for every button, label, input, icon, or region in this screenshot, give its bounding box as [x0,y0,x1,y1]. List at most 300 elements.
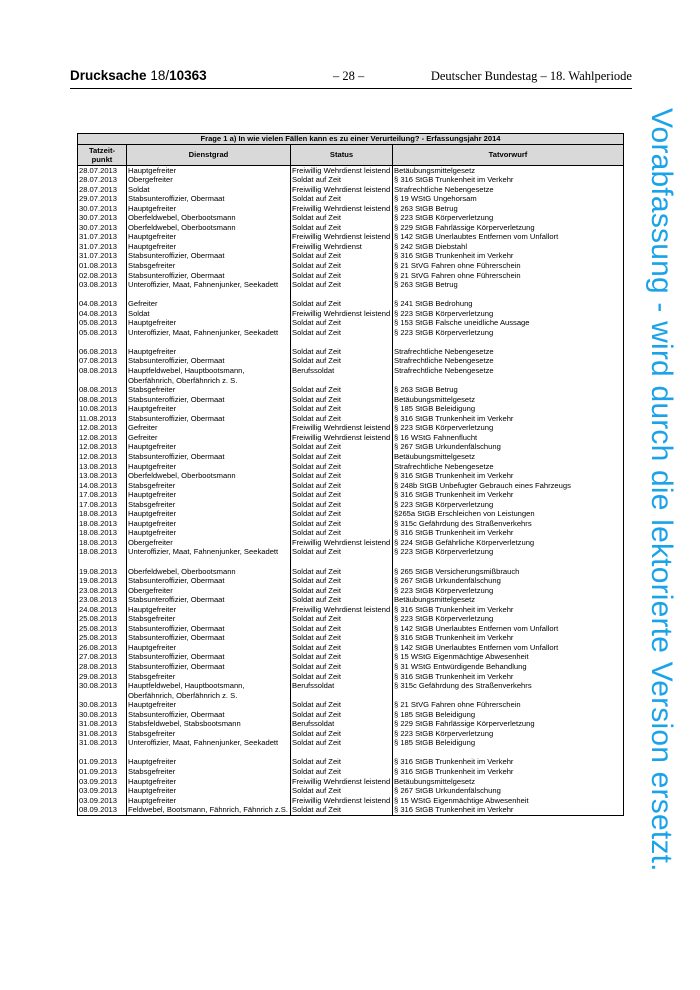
cell-date: 31.08.2013 [78,719,127,729]
cell-date: 25.08.2013 [78,614,127,624]
cell-offense: § 223 StGB Körperverletzung [393,729,624,739]
cell-rank: Gefreiter [127,299,291,309]
cell-rank: Stabsgefreiter [127,767,291,777]
cell-date: 05.08.2013 [78,328,127,338]
table-row [78,481,624,491]
cell-rank: Hauptgefreiter [127,347,291,357]
cell-rank [127,337,291,347]
cell-status: Soldat auf Zeit [291,767,393,777]
cell-offense: § 223 StGB Körperverletzung [393,547,624,557]
cell-rank: Stabsgefreiter [127,614,291,624]
table-row [78,309,624,319]
cell-date [78,748,127,758]
cell-offense: § 15 WStG Eigenmächtige Abwesenheit [393,652,624,662]
cell-date: 12.08.2013 [78,423,127,433]
cell-status: Freiwillig Wehrdienst leistend [291,538,393,548]
cell-status: Soldat auf Zeit [291,738,393,748]
cell-date: 30.07.2013 [78,223,127,233]
cell-date: 30.08.2013 [78,700,127,710]
cell-status [291,290,393,300]
table-row [78,777,624,787]
cell-rank: Hauptgefreiter [127,490,291,500]
cell-offense: § 315c Gefährdung des Straßenverkehrs [393,681,624,700]
cell-offense: § 223 StGB Körperverletzung [393,614,624,624]
cell-date: 30.08.2013 [78,681,127,700]
table-row [78,347,624,357]
cell-offense: Strafrechtliche Nebengesetze [393,185,624,195]
table-row [78,280,624,290]
cell-date [78,337,127,347]
cell-rank: Hauptfeldwebel, Hauptbootsmann, Oberfähnrich, Oberfähnrich z. S. [127,366,291,385]
cell-date: 30.07.2013 [78,213,127,223]
cell-status: Soldat auf Zeit [291,442,393,452]
cell-offense: § 223 StGB Körperverletzung [393,500,624,510]
table-row [78,509,624,519]
cell-rank: Hauptgefreiter [127,462,291,472]
cell-offense: § 185 StGB Beleidigung [393,738,624,748]
cell-offense: § 223 StGB Körperverletzung [393,213,624,223]
cell-status: Soldat auf Zeit [291,356,393,366]
table-row [78,643,624,653]
cell-status: Soldat auf Zeit [291,481,393,491]
cell-rank: Hauptgefreiter [127,442,291,452]
table-row [78,242,624,252]
cell-date: 12.08.2013 [78,452,127,462]
table-row [78,299,624,309]
table-row [78,175,624,185]
cell-rank: Stabsunteroffizier, Obermaat [127,356,291,366]
cell-status: Soldat auf Zeit [291,462,393,472]
table-row [78,748,624,758]
cell-status: Soldat auf Zeit [291,643,393,653]
cell-status: Soldat auf Zeit [291,614,393,624]
cell-offense: § 316 StGB Trunkenheit im Verkehr [393,175,624,185]
cell-date: 18.08.2013 [78,519,127,529]
cell-offense: § 316 StGB Trunkenheit im Verkehr [393,471,624,481]
cell-rank: Stabsgefreiter [127,385,291,395]
cell-date: 02.08.2013 [78,271,127,281]
cell-offense: § 316 StGB Trunkenheit im Verkehr [393,490,624,500]
cell-rank: Hauptgefreiter [127,643,291,653]
cell-status: Soldat auf Zeit [291,404,393,414]
cell-offense: § 223 StGB Körperverletzung [393,423,624,433]
cell-offense [393,337,624,347]
table-row [78,366,624,385]
table-row [78,767,624,777]
cell-offense: § 229 StGB Fahrlässige Körperverletzung [393,223,624,233]
cell-date: 01.09.2013 [78,767,127,777]
table-row [78,337,624,347]
cell-rank: Stabsunteroffizier, Obermaat [127,414,291,424]
cell-status: Soldat auf Zeit [291,271,393,281]
cell-offense: Betäubungsmittelgesetz [393,395,624,405]
cell-status: Soldat auf Zeit [291,567,393,577]
cell-date: 08.08.2013 [78,366,127,385]
cell-status: Soldat auf Zeit [291,500,393,510]
table-row [78,710,624,720]
cell-rank: Hauptgefreiter [127,232,291,242]
cell-rank: Hauptgefreiter [127,786,291,796]
cell-date: 18.08.2013 [78,528,127,538]
column-header-rank: Dienstgrad [127,144,291,165]
column-header-offense: Tatvorwurf [393,144,624,165]
cell-offense: Strafrechtliche Nebengesetze [393,366,624,385]
table-row [78,204,624,214]
cell-date: 31.07.2013 [78,251,127,261]
cell-date: 30.07.2013 [78,204,127,214]
cell-status: Soldat auf Zeit [291,395,393,405]
cell-rank: Unteroffizier, Maat, Fahnenjunker, Seekadett [127,547,291,557]
cell-offense: § 267 StGB Urkundenfälschung [393,576,624,586]
cell-status: Soldat auf Zeit [291,318,393,328]
table-row [78,605,624,615]
cell-date [78,290,127,300]
table-row [78,500,624,510]
cell-status [291,337,393,347]
cell-offense: § 21 StVG Fahren ohne Führerschein [393,271,624,281]
cell-rank: Hauptgefreiter [127,519,291,529]
cell-offense: § 315c Gefährdung des Straßenverkehrs [393,519,624,529]
cell-rank [127,748,291,758]
table-row [78,672,624,682]
table-row [78,614,624,624]
cell-status: Freiwillig Wehrdienst leistend [291,433,393,443]
cell-status: Soldat auf Zeit [291,280,393,290]
cell-date: 26.08.2013 [78,643,127,653]
cell-status: Freiwillig Wehrdienst leistend [291,232,393,242]
cell-date: 31.08.2013 [78,738,127,748]
offense-table [77,133,624,816]
cell-status: Soldat auf Zeit [291,624,393,634]
cell-date: 04.08.2013 [78,299,127,309]
cell-date: 30.08.2013 [78,710,127,720]
table-row [78,538,624,548]
column-header-status: Status [291,144,393,165]
table-row [78,805,624,815]
cell-rank: Stabsunteroffizier, Obermaat [127,624,291,634]
cell-date: 17.08.2013 [78,500,127,510]
cell-date: 01.08.2013 [78,261,127,271]
cell-offense: § 142 StGB Unerlaubtes Entfernen vom Unfallort [393,232,624,242]
cell-rank: Hauptgefreiter [127,204,291,214]
cell-offense: § 15 WStG Eigenmächtige Abwesenheit [393,796,624,806]
cell-date: 01.09.2013 [78,757,127,767]
cell-rank: Stabsgefreiter [127,729,291,739]
table-row [78,414,624,424]
cell-offense: § 31 WStG Entwürdigende Behandlung [393,662,624,672]
table-row [78,423,624,433]
cell-offense: § 224 StGB Gefährliche Körperverletzung [393,538,624,548]
cell-status: Freiwillig Wehrdienst leistend [291,185,393,195]
cell-status: Soldat auf Zeit [291,385,393,395]
cell-offense: § 142 StGB Unerlaubtes Entfernen vom Unfallort [393,624,624,634]
cell-status: Soldat auf Zeit [291,786,393,796]
table-row [78,633,624,643]
cell-rank: Oberfeldwebel, Oberbootsmann [127,223,291,233]
cell-status: Soldat auf Zeit [291,519,393,529]
cell-rank [127,557,291,567]
doc-prefix: 18/ [150,68,170,83]
table-row [78,796,624,806]
table-row [78,719,624,729]
cell-offense: Strafrechtliche Nebengesetze [393,347,624,357]
table-row [78,662,624,672]
cell-offense: § 248b StGB Unbefugter Gebrauch eines Fahrzeugs [393,481,624,491]
cell-status: Soldat auf Zeit [291,223,393,233]
cell-rank: Hauptgefreiter [127,165,291,175]
cell-date: 23.08.2013 [78,586,127,596]
table-row [78,624,624,634]
cell-rank: Hauptgefreiter [127,605,291,615]
cell-offense [393,290,624,300]
table-row [78,471,624,481]
cell-rank: Hauptgefreiter [127,242,291,252]
cell-offense: § 242 StGB Diebstahl [393,242,624,252]
table-row [78,223,624,233]
doc-label: Drucksache [70,68,147,83]
cell-rank: Feldwebel, Bootsmann, Fähnrich, Fähnrich z.S. [127,805,291,815]
cell-status: Berufssoldat [291,719,393,729]
cell-rank: Stabsgefreiter [127,500,291,510]
cell-rank: Hauptgefreiter [127,796,291,806]
cell-date: 12.08.2013 [78,433,127,443]
cell-date: 04.08.2013 [78,309,127,319]
cell-offense: Betäubungsmittelgesetz [393,595,624,605]
cell-rank: Obergefreiter [127,538,291,548]
cell-date: 08.09.2013 [78,805,127,815]
cell-rank: Stabsfeldwebel, Stabsbootsmann [127,719,291,729]
cell-status: Soldat auf Zeit [291,471,393,481]
cell-offense: § 263 StGB Betrug [393,204,624,214]
cell-offense [393,748,624,758]
cell-offense: § 19 WStG Ungehorsam [393,194,624,204]
cell-rank: Hauptgefreiter [127,700,291,710]
table-row [78,567,624,577]
table-row [78,557,624,567]
table-row [78,194,624,204]
cell-status: Freiwillig Wehrdienst leistend [291,605,393,615]
cell-status: Soldat auf Zeit [291,213,393,223]
cell-date: 13.08.2013 [78,471,127,481]
table-row [78,433,624,443]
table-row [78,462,624,472]
cell-rank: Oberfeldwebel, Oberbootsmann [127,567,291,577]
cell-offense: § 316 StGB Trunkenheit im Verkehr [393,757,624,767]
cell-offense: § 223 StGB Körperverletzung [393,309,624,319]
cell-offense: § 316 StGB Trunkenheit im Verkehr [393,528,624,538]
cell-offense: §265a StGB Erschleichen von Leistungen [393,509,624,519]
cell-rank: Hauptgefreiter [127,757,291,767]
cell-status: Soldat auf Zeit [291,700,393,710]
cell-status: Soldat auf Zeit [291,261,393,271]
table-row [78,213,624,223]
cell-date: 29.08.2013 [78,672,127,682]
cell-status: Soldat auf Zeit [291,509,393,519]
cell-status: Soldat auf Zeit [291,347,393,357]
cell-date: 07.08.2013 [78,356,127,366]
cell-status [291,748,393,758]
cell-date: 03.08.2013 [78,280,127,290]
cell-date: 27.08.2013 [78,652,127,662]
cell-rank: Stabsgefreiter [127,261,291,271]
cell-rank: Obergefreiter [127,175,291,185]
cell-status: Soldat auf Zeit [291,328,393,338]
cell-rank: Stabsunteroffizier, Obermaat [127,662,291,672]
table-row [78,700,624,710]
cell-status: Soldat auf Zeit [291,299,393,309]
cell-offense: Betäubungsmittelgesetz [393,165,624,175]
cell-status: Soldat auf Zeit [291,251,393,261]
cell-offense: § 185 StGB Beleidigung [393,404,624,414]
table-row [78,395,624,405]
table-row [78,528,624,538]
cell-offense: § 316 StGB Trunkenheit im Verkehr [393,605,624,615]
cell-rank: Oberfeldwebel, Oberbootsmann [127,213,291,223]
cell-rank: Stabsunteroffizier, Obermaat [127,271,291,281]
cell-offense: Betäubungsmittelgesetz [393,452,624,462]
cell-offense: § 185 StGB Beleidigung [393,710,624,720]
cell-status: Soldat auf Zeit [291,490,393,500]
cell-date: 28.07.2013 [78,185,127,195]
table-row [78,595,624,605]
cell-date: 03.09.2013 [78,786,127,796]
cell-date: 14.08.2013 [78,481,127,491]
table-row [78,452,624,462]
cell-date: 31.07.2013 [78,232,127,242]
cell-offense: § 267 StGB Urkundenfälschung [393,786,624,796]
cell-status: Soldat auf Zeit [291,662,393,672]
table-row [78,356,624,366]
cell-status: Freiwillig Wehrdienst leistend [291,165,393,175]
cell-status: Soldat auf Zeit [291,414,393,424]
cell-rank: Hauptgefreiter [127,509,291,519]
cell-status: Berufssoldat [291,681,393,700]
cell-status: Soldat auf Zeit [291,595,393,605]
table-row [78,729,624,739]
table-row [78,786,624,796]
draft-watermark: Vorabfassung - wird durch die lektorierte Version ersetzt. [645,108,678,872]
cell-offense: § 153 StGB Falsche uneidliche Aussage [393,318,624,328]
cell-rank: Obergefreiter [127,586,291,596]
cell-rank: Gefreiter [127,433,291,443]
cell-date: 10.08.2013 [78,404,127,414]
cell-offense: § 223 StGB Körperverletzung [393,586,624,596]
cell-date: 24.08.2013 [78,605,127,615]
table-row [78,165,624,175]
table-row [78,232,624,242]
cell-date: 25.08.2013 [78,633,127,643]
cell-offense: § 265 StGB Versicherungsmißbrauch [393,567,624,577]
cell-offense: § 16 WStG Fahnenflucht [393,433,624,443]
cell-date: 28.07.2013 [78,175,127,185]
cell-offense: § 267 StGB Urkundenfälschung [393,442,624,452]
cell-date: 17.08.2013 [78,490,127,500]
cell-date: 03.09.2013 [78,796,127,806]
cell-status: Soldat auf Zeit [291,757,393,767]
cell-status [291,557,393,567]
cell-date: 06.08.2013 [78,347,127,357]
page-number: – 28 – [333,69,365,83]
cell-offense: § 316 StGB Trunkenheit im Verkehr [393,767,624,777]
cell-rank: Stabsunteroffizier, Obermaat [127,452,291,462]
cell-rank: Gefreiter [127,423,291,433]
cell-date: 18.08.2013 [78,509,127,519]
cell-rank: Unteroffizier, Maat, Fahnenjunker, Seekadett [127,738,291,748]
table-row [78,681,624,700]
cell-status: Soldat auf Zeit [291,194,393,204]
cell-status: Soldat auf Zeit [291,528,393,538]
cell-rank: Soldat [127,185,291,195]
cell-rank: Hauptgefreiter [127,528,291,538]
table-row [78,271,624,281]
table-row [78,576,624,586]
cell-offense: Strafrechtliche Nebengesetze [393,356,624,366]
cell-offense: § 316 StGB Trunkenheit im Verkehr [393,805,624,815]
cell-offense: § 223 StGB Körperverletzung [393,328,624,338]
cell-rank: Unteroffizier, Maat, Fahnenjunker, Seekadett [127,328,291,338]
cell-rank: Soldat [127,309,291,319]
cell-date: 19.08.2013 [78,576,127,586]
cell-status: Freiwillig Wehrdienst [291,242,393,252]
cell-date: 29.07.2013 [78,194,127,204]
column-header-date: Tatzeit-punkt [78,144,127,165]
cell-status: Soldat auf Zeit [291,710,393,720]
cell-date: 19.08.2013 [78,567,127,577]
institution: Deutscher Bundestag – 18. Wahlperiode [430,69,632,83]
cell-offense: § 316 StGB Trunkenheit im Verkehr [393,633,624,643]
table-row [78,290,624,300]
table-row [78,251,624,261]
cell-rank: Stabsunteroffizier, Obermaat [127,710,291,720]
cell-rank: Stabsunteroffizier, Obermaat [127,576,291,586]
cell-rank: Stabsunteroffizier, Obermaat [127,395,291,405]
table-row [78,261,624,271]
cell-offense: Strafrechtliche Nebengesetze [393,462,624,472]
cell-date: 03.09.2013 [78,777,127,787]
table-row [78,185,624,195]
table-row [78,404,624,414]
cell-date: 28.07.2013 [78,165,127,175]
cell-date: 25.08.2013 [78,624,127,634]
cell-offense: Betäubungsmittelgesetz [393,777,624,787]
cell-status: Soldat auf Zeit [291,672,393,682]
cell-date: 31.08.2013 [78,729,127,739]
cell-rank: Stabsunteroffizier, Obermaat [127,633,291,643]
cell-rank: Stabsunteroffizier, Obermaat [127,595,291,605]
table-row [78,586,624,596]
cell-rank: Stabsgefreiter [127,672,291,682]
cell-status: Soldat auf Zeit [291,652,393,662]
cell-date: 18.08.2013 [78,547,127,557]
cell-date: 23.08.2013 [78,595,127,605]
cell-rank: Stabsunteroffizier, Obermaat [127,652,291,662]
cell-rank: Stabsunteroffizier, Obermaat [127,194,291,204]
table-row [78,757,624,767]
cell-rank: Unteroffizier, Maat, Fahnenjunker, Seekadett [127,280,291,290]
table-row [78,385,624,395]
table-row [78,652,624,662]
cell-date: 13.08.2013 [78,462,127,472]
cell-status: Soldat auf Zeit [291,586,393,596]
cell-status: Freiwillig Wehrdienst leistend [291,796,393,806]
document-number [70,68,207,83]
cell-status: Soldat auf Zeit [291,729,393,739]
cell-offense: § 21 StVG Fahren ohne Führerschein [393,700,624,710]
cell-date: 28.08.2013 [78,662,127,672]
cell-offense: § 229 StGB Fahrlässige Körperverletzung [393,719,624,729]
cell-status: Soldat auf Zeit [291,452,393,462]
cell-date: 05.08.2013 [78,318,127,328]
